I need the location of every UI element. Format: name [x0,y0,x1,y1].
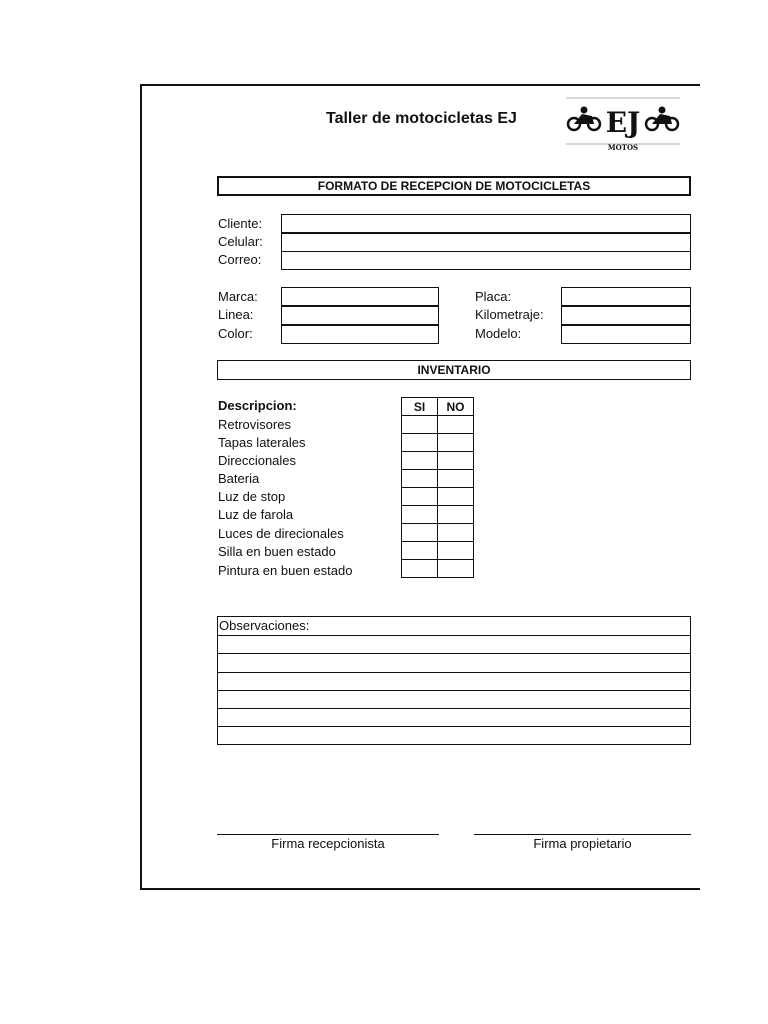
form-title-box: FORMATO DE RECEPCION DE MOTOCICLETAS [217,176,691,196]
modelo-field[interactable] [561,325,691,344]
inventory-item: Direccionales [218,453,297,468]
no-checkbox[interactable] [438,434,474,452]
linea-field[interactable] [281,306,439,325]
observations-line[interactable] [218,653,690,671]
inventory-item: Luz de stop [218,489,286,504]
inventory-item: Pintura en buen estado [218,563,353,578]
left-motorcycle-icon [568,107,600,131]
no-checkbox[interactable] [438,560,474,578]
inventory-item: Retrovisores [218,417,291,432]
no-checkbox[interactable] [438,452,474,470]
observations-line[interactable] [218,726,690,744]
observations-box [217,616,691,745]
no-checkbox[interactable] [438,470,474,488]
si-checkbox[interactable] [402,560,438,578]
no-column-header: NO [438,398,474,416]
inventory-title-box: INVENTARIO [217,360,691,380]
no-checkbox[interactable] [438,488,474,506]
no-checkbox[interactable] [438,542,474,560]
observations-line[interactable] [218,635,690,653]
no-checkbox[interactable] [438,506,474,524]
no-checkbox[interactable] [438,524,474,542]
owner-signature-line[interactable] [474,834,691,835]
inventory-item: Luces de direcionales [218,526,344,541]
si-checkbox[interactable] [402,470,438,488]
si-checkbox[interactable] [402,452,438,470]
celular-label: Celular: [218,234,263,249]
inventory-item: Tapas laterales [218,435,306,450]
cliente-field[interactable] [281,214,691,233]
no-checkbox[interactable] [438,416,474,434]
correo-label: Correo: [218,252,262,267]
description-header: Descripcion: [218,398,297,413]
si-checkbox[interactable] [402,488,438,506]
placa-label: Placa: [475,289,512,304]
logo-caption: MOTOS [607,143,639,150]
observations-line[interactable] [218,672,690,690]
color-field[interactable] [281,325,439,344]
logo-letters: EJ [605,106,641,139]
owner-signature-label: Firma propietario [533,836,632,851]
correo-field[interactable] [281,251,691,270]
kilometraje-field[interactable] [561,306,691,325]
marca-label: Marca: [218,289,258,304]
inventory-item: Luz de farola [218,507,294,522]
inventory-checkbox-table [401,397,474,578]
page-title: Taller de motocicletas EJ [326,110,517,127]
observations-line[interactable] [218,708,690,726]
receptionist-signature-line[interactable] [217,834,439,835]
observations-line[interactable] [218,690,690,708]
marca-field[interactable] [281,287,439,306]
inventory-item: Bateria [218,471,260,486]
si-checkbox[interactable] [402,434,438,452]
kilometraje-label: Kilometraje: [475,307,544,322]
inventory-item: Silla en buen estado [218,544,336,559]
motorcycle-logo-icon [562,94,684,150]
si-checkbox[interactable] [402,524,438,542]
linea-label: Linea: [218,307,254,322]
right-motorcycle-icon [646,107,678,131]
si-checkbox[interactable] [402,416,438,434]
si-checkbox[interactable] [402,506,438,524]
celular-field[interactable] [281,233,691,252]
color-label: Color: [218,326,253,341]
si-checkbox[interactable] [402,542,438,560]
observations-label: Observaciones: [219,618,310,633]
cliente-label: Cliente: [218,216,263,231]
modelo-label: Modelo: [475,326,522,341]
placa-field[interactable] [561,287,691,306]
receptionist-signature-label: Firma recepcionista [271,836,385,851]
si-column-header: SI [402,398,438,416]
